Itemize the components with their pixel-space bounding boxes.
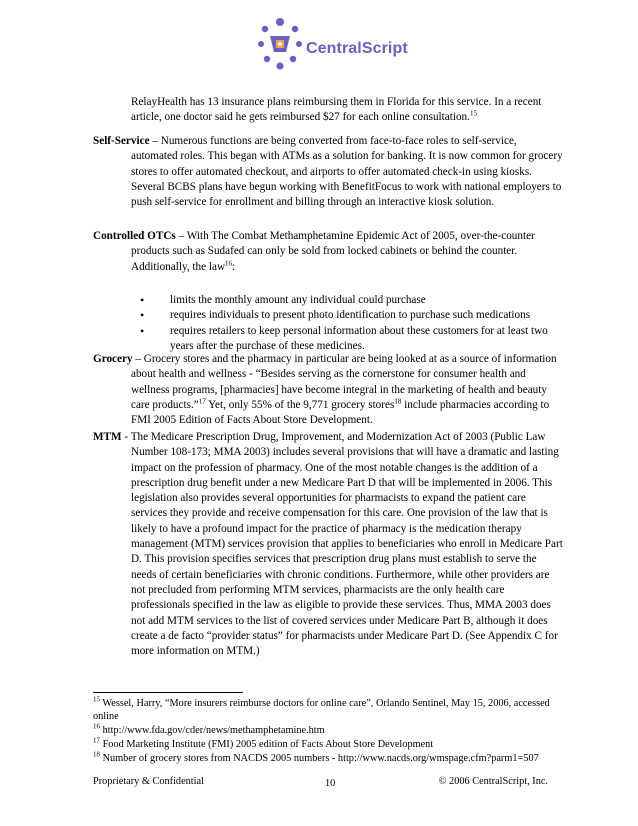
footnote-divider [93,692,243,693]
page-number: 10 [325,778,336,789]
footnote-number: 16 [93,722,100,731]
controlled-colon: : [232,260,236,273]
relay-text: RelayHealth has 13 insurance plans reimbursing them in Florida for this service. In a recent article, one doctor said he gets reimbursed $27 for each online consultation. [131,96,542,124]
footnote-16 [93,724,573,737]
brand-name: CentralScript [306,40,408,57]
list-item: • requires individuals to present photo identification to purchase such medications [132,308,560,323]
term-controlled-otcs: Controlled OTCs [93,230,176,242]
list-item: • requires retailers to keep personal information about these customers for at least two years after the purchase of these medicines. [132,324,560,355]
footnote-ref: 16 [225,258,233,267]
footnote-ref: 17 [198,397,206,406]
footnote-text: Food Marketing Institute (FMI) 2005 edition of Facts About Store Development [100,739,434,750]
footnote-18 [93,752,573,765]
paragraph-self-service [93,134,563,210]
footnote-text: Number of grocery stores from NACDS 2005 numbers - http://www.nacds.org/wmspage.cfm?parm1=507 [100,753,539,764]
list-item: • limits the monthly amount any individual could purchase [132,293,560,308]
centralscript-logo [256,14,406,72]
controlled-text: – With The Combat Methamphetamine Epidemic Act of 2005, over-the-counter products such as Sudafed can only be sold from locked cabinets or behind the counter. [131,230,535,258]
term-self-service: Self-Service [93,135,150,147]
footnote-15 [93,697,573,723]
grocery-text-1: – Grocery stores and the pharmacy in particular are being looked at as a source of information about health and wellness - “Besides serving as the cornerstone for consumer health and wellness programs, [pharmacies] have become integral in the marketing of health and beauty care products.” [131,353,557,411]
grocery-text-2: Yet, only 55% of the 9,771 grocery stores [205,398,395,411]
paragraph-controlled-otcs [93,229,563,275]
footnote-number: 18 [93,750,100,759]
controlled-additional: Additionally, the law [131,260,226,273]
term-grocery: Grocery [93,353,133,365]
footnote-ref: 15 [469,109,477,118]
footnote-ref: 18 [394,397,402,406]
term-mtm: MTM [93,431,122,443]
footer-copyright: © 2006 CentralScript, Inc. [438,776,548,787]
grocery-text-3: include pharmacies according to FMI 2005 Edition of Facts About Store Development. [131,398,550,427]
paragraph-relayhealth [93,95,563,126]
footnote-17 [93,738,573,751]
self-service-text: – Numerous functions are being converted from face-to-face roles to self-service, automated roles. This began with ATMs as a solution for banking. It is now common for grocery stores to offer automated checkout, and airports to offer automated check-in using kiosks. Several BCBS plans have begun working with BenefitFocus to work with national employers to push self-service for enrollment and billing through an interactive kiosk solution. [131,135,563,209]
footnote-number: 15 [93,695,100,704]
footer-confidential: Proprietary & Confidential [93,776,204,787]
mtm-text: - The Medicare Prescription Drug, Improvement, and Modernization Act of 2003 (Public Law Number 108-173; MMA 2003) includes several provisions that will have a dramatic and lasting impact on the profession of pharmacy. One of the most notable changes is the addition of a prescription drug benefit under a new Medicare Part D that will be implemented in 2006. This legislation also provides several opportunities for pharmacists to expand the patient care services they provide and receive compensation for this care. One provision of the law that is likely to have a profound impact for the practice of pharmacy is the medication therapy management (MTM) services provision that applies to beneficiaries who enroll in Medicare Part D. This provision specifies services that prescription drug plans must establish to serve the needs of certain beneficiaries with chronic conditions. Furthermore, while other providers are not precluded from performing MTM services, pharmacists are the only health care professionals specified in the law as eligible to provide these services. Thus, MMA 2003 does not add MTM services to the list of covered services under Medicare Part B, although it does create a de facto “provider status” for pharmacists under Medicare Part D. (See Appendix C for more information on MTM.) [121,431,563,658]
paragraph-mtm [93,430,563,659]
footnote-text: http://www.fda.gov/cder/news/methamphetamine.htm [100,725,325,736]
footnote-text: Wessel, Harry, “More insurers reimburse doctors for online care”, Orlando Sentinel, May 15, 2006, accessed online [93,698,550,722]
paragraph-grocery [93,352,563,428]
logo-mark-icon [256,14,306,72]
bullet-list [0,293,560,354]
footnote-number: 17 [93,736,100,745]
